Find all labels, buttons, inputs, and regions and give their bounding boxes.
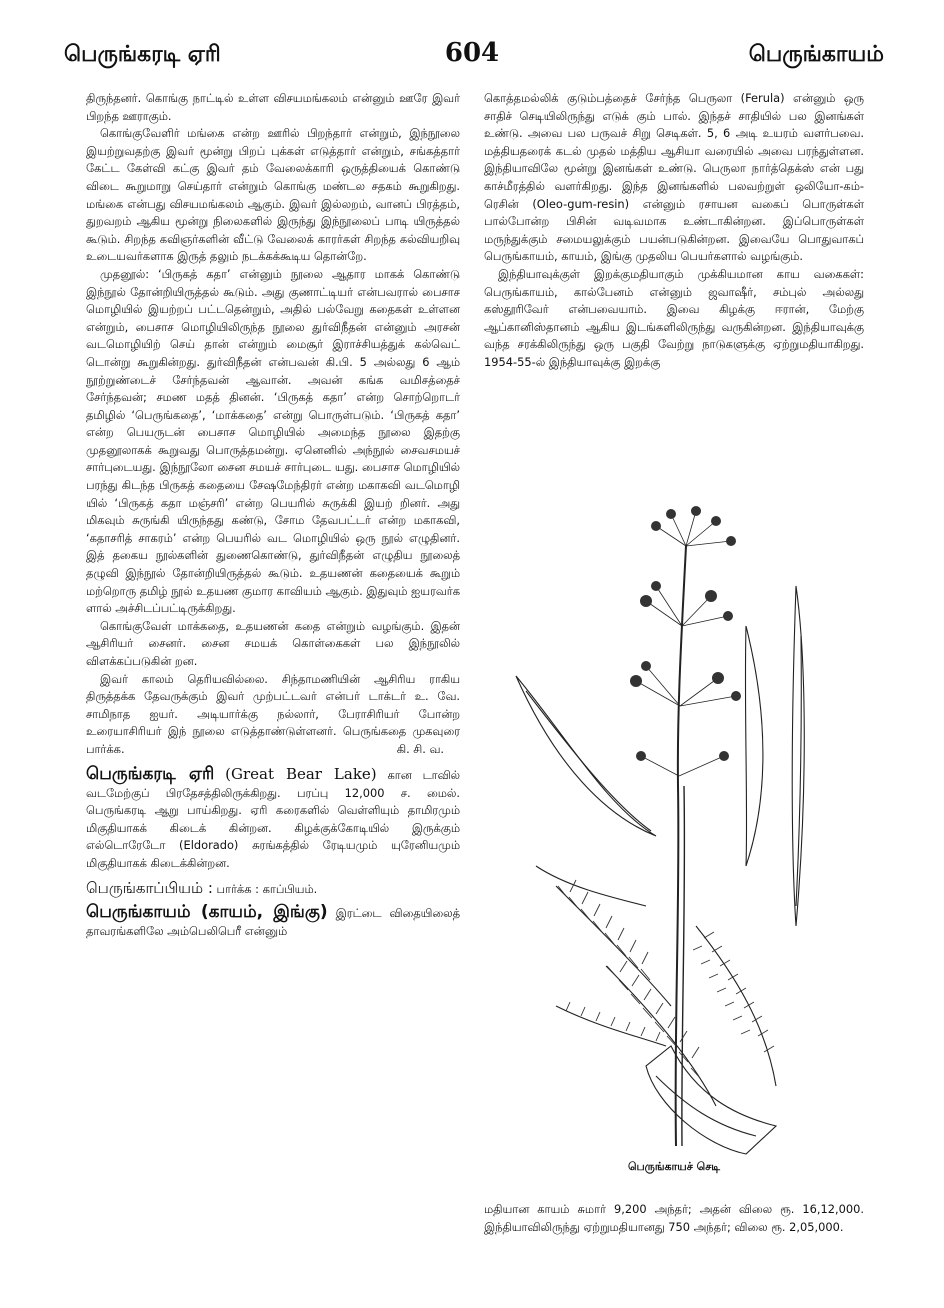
asafoetida-plant-illustration (496, 506, 866, 1156)
author-initials: கி. சி. வ. (396, 741, 444, 756)
paragraph: திருந்தனர். கொங்கு நாட்டில் உள்ள விசயமங்கலம் என்னும் ஊரே இவர் பிறந்த ஊராகும். (86, 91, 460, 123)
paragraph: மதியான காயம் சுமார் 9,200 அந்தர்; அதன் விலை ரூ. 16,12,000. இந்தியாவிலிருந்து ஏற்றுமதியானது 750 அந்தர்; விலை ரூ. 2,05,000. (484, 1202, 864, 1234)
entry-heading: பெருங்காயம் (காயம், இங்கு) (86, 901, 328, 922)
entry-heading-english: (Great Bear Lake) (225, 764, 377, 783)
entry-perungayam (86, 901, 460, 941)
entry-body: இரட்டை விதையிலைத் தாவரங்களிலே அம்பெலிபெரீ என்னும் (86, 905, 460, 938)
paragraph: கொங்குவேள் மாக்கதை, உதயணன் கதை என்றும் வழங்கும். இதன் ஆசிரியர் சைனர். சைன சமயக் கொள்கைகள் பல இந்நூலில் விளக்கப்படுகின் றன. (86, 618, 460, 668)
entry-body: பார்க்க : காப்பியம். (216, 881, 318, 896)
paragraph: கொத்தமல்லிக் குடும்பத்தைச் சேர்ந்த பெருலா (Ferula) என்னும் ஒரு சாதிச் செடியிலிருந்து எடுக் கும் பால். இந்தச் சாதியில் பல இனங்கள் உண்டு. அவை பல பருவச் சிறு செடிகள். 5, 6 அடி உயரம் வளர்பவை. மத்தியதரைக் கடல் முதல் மத்திய ஆசியா வரையில் அவை பரந்துள்ளன. இந்தியாவிலே மூன்று இனங்கள் உண்டு. பெருலா நார்த்தெக்ஸ் என் பது காச்மீரத்தில் வளர்கிறது. இந்த இனங்களில் பலவற்றுள் ஒலியோ-கம்-ரெசின் (Oleo-gum-resin) என்னும் ரசாயன வகைப் பொருள்கள் பால்போன்ற பிசின் வடிவமாக உண்டாகின்றன. இப்பொருள்கள் மருந்துக்கும் சமையலுக்கும் பயன்படுகின்றன. இவையே பொதுவாகப் பெருங்காயம், காயம், இங்கு முதலிய பெயர்களால் வழங்கும். (484, 91, 864, 264)
paragraph: கொங்குவேளிர் மங்கை என்ற ஊரில் பிறந்தார் என்றும், இந்நூலை இயற்றுவதற்கு இவர் மூன்று பிறப் புக்கள் எடுத்தார் என்றும், சங்கத்தார் கேட்ட கேள்வி கட்கு இவர் தம் வேலைக்காரி ஒருத்தியைக் கொண்டு விடை கூறுமாறு செய்தார் என்றும் கொங்கு மண்டல சதகம் கூறுகிறது. மங்கை என்பது விசயமங்கலம் ஆகும். இவர் இல்லறம், வானப் பிரத்தம், துறவறம் ஆகிய மூன்று நிலைகளில் இருந்து இந்நூலைப் பாடி யிருத்தல் கூடும். சிறந்த கவிஞர்களின் வீட்டு வேலைக் காரர்கள் சிறந்த கல்வியறிவு உடையவர்களாக இருத் தலும் நடக்கக்கூடிய தொன்றே. (86, 126, 460, 264)
right-column-top (484, 90, 864, 372)
right-column-bottom (484, 1201, 864, 1236)
paragraph: முதனூல்: ‘பிருகத் கதா’ என்னும் நூலை ஆதார மாகக் கொண்டு இந்நூல் தோன்றியிருத்தல் கூடும். அது குணாட்டியர் என்பவரால் பைசாச மொழியில் இயற்றப் பட்டதென்றும், அதில் பல்வேறு கதைகள் உள்ளன என்றும், பைசாச மொழியிலிருந்த நூலை துர்விநீதன் என்னும் அரசன் வடமொழியிற் செய் தான் என்றும் மைசூர் இராச்சியத்துக் கல்வெட் டொன்று கூறுகின்றது. துர்விநீதன் என்பவன் கி.பி. 5 அல்லது 6 ஆம் நூற்றுண்டைச் சேர்ந்தவன் ஆவான். அவன் கங்க வமிசத்தைச் சேர்ந்தவன்; சமண மதத் தினன். ‘பிருகத் கதா’ என்ற சொற்றொடர் தமிழில் ‘பெருங்கதை’, ‘மாக்கதை’ என்று பொருள்படும். ‘பிருகத் கதா’ என்ற பெயருடன் பைசாச மொழியில் அமைந்த நூலை இதற்கு முதனூலாகக் கூறுவது பொருத்தமன்று. ஏனெனில் அந்நூல் சைவசமயச் சார்புடையது. இந்நூலோ சைன சமயச் சார்புடை யது. பைசாச மொழியில் பரந்து கிடந்த பிருகத் கதையை சேஷமேந்திரர் என்ற மகாகவி வடமொழி யில் ‘பிருகத் கதா மஞ்சரி’ என்ற பெயரில் சுருக்கி இயற் றினர். அது மிகவும் சுருங்கி யிருந்தது கண்டு, சோம தேவபட்டர் என்ற மகாகவி, ‘கதாசரித் சாகரம்’ என்ற பெயரில் வட மொழியில் ஒரு நூல் எழுதினர். இத் தகைய நூல்களின் துணைகொண்டு, துர்விநீதன் எழுதிய நூலைத் தழுவி இந்நூல் தோன்றியிருத்தல் கூடும். உதயணன் கதையைக் கூறும் மற்றொரு தமிழ் நூல் உதயண குமார காவியம் ஆகும். இதுவும் ஐயரவர்க ளால் அச்சிடப்பட்டிருக்கிறது. (86, 266, 460, 616)
running-head-left: பெருங்கரடி ஏரி (64, 42, 221, 67)
figure-caption: பெருங்காயச் செடி (627, 1160, 721, 1173)
paragraph-text: இவர் காலம் தெரியவில்லை. சிந்தாமணியின் ஆசிரிய ராகிய திருத்தக்க தேவருக்கும் இவர் முற்பட்டவர் என்பர் டாக்டர் உ. வே. சாமிநாத ஐயர். அடியார்க்கு நல்லார், பேராசிரியர் போன்ற உரையாசிரியர் இந் நூலை எடுத்தாண்டுள்ளனர். பெருங்கதை முகவுரை பார்க்க. (86, 671, 460, 756)
left-column (86, 90, 460, 940)
paragraph (86, 671, 460, 759)
running-head-right: பெருங்காயம் (748, 42, 884, 67)
paragraph: இந்தியாவுக்குள் இறக்குமதியாகும் முக்கியமான காய வகைகள்: பெருங்காயம், கால்பேனம் என்னும் ஜவாஷீர், சம்புல் அல்லது கஸ்தூரிவேர் என்பவையாம். இவை கிழக்கு ஈரான், மேற்கு ஆப்கானிஸ்தானம் ஆகிய இடங்களிலிருந்து வருகின்றன. இந்தியாவுக்கு வந்த சரக்கிலிருந்து ஒரு பகுதி வேற்று நாடுகளுக்கு ஏற்றுமதியாகிறது. 1954-55-ல் இந்தியாவுக்கு இறக்கு (484, 266, 864, 369)
entry-great-bear-lake (86, 763, 460, 873)
entry-heading: பெருங்கரடி ஏரி (86, 763, 215, 784)
page-number: 604 (444, 38, 500, 68)
entry-body: கான டாவில் வடமேற்குப் பிரதேசத்திலிருக்கிறது. பரப்பு 12,000 ச. மைல். பெருங்கரடி ஆறு பாய்கிறது. ஏரி கரைகளில் வெள்ளியும் தாமிரமும் மிகுதியாகக் கிடைக் கின்றன. கிழக்குக்கோடியில் இருக்கும் எல்டொரேடோ (Eldorado) சுரங்கத்தில் ரேடியமும் யுரேனியமும் மிகுதியாகக் கிடைக்கின்றன. (86, 767, 460, 870)
entry-perungappiyam (86, 877, 460, 899)
entry-heading: பெருங்காப்பியம் : (86, 878, 213, 897)
